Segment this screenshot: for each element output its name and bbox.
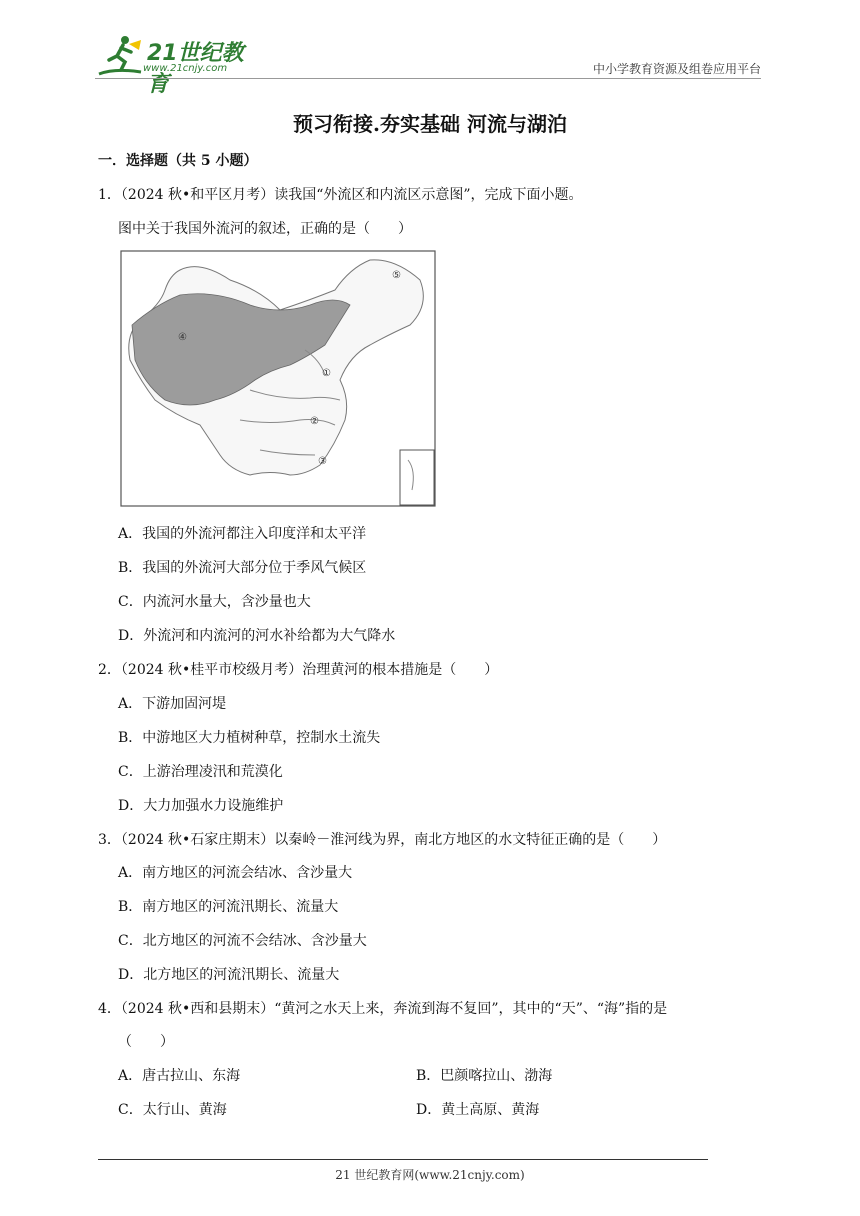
header-platform-text: 中小学教育资源及组卷应用平台	[592, 62, 761, 76]
page-title: 预习衔接.夯实基础 河流与湖泊	[293, 112, 567, 136]
logo-url: www.21cnjy.com	[143, 63, 228, 74]
china-river-map	[120, 250, 436, 507]
logo-text: 21世纪教育	[147, 41, 244, 97]
q3-option-c: C．北方地区的河流不会结冰、含沙量大	[118, 933, 367, 949]
q2-option-a: A．下游加固河堤	[118, 696, 227, 712]
q4-option-c: C．太行山、黄海	[118, 1102, 227, 1118]
q3-option-b: B．南方地区的河流汛期长、流量大	[118, 899, 339, 915]
q3-option-a: A．南方地区的河流会结冰、含沙量大	[118, 865, 353, 881]
q4-option-b: B．巴颜喀拉山、渤海	[416, 1068, 553, 1084]
section-heading: 一．选择题（共 5 小题）	[98, 153, 258, 169]
question-2-stem: 2．（2024 秋•桂平市校级月考）治理黄河的根本措施是（ ）	[98, 662, 499, 678]
q1-option-b: B．我国的外流河大部分位于季风气候区	[118, 560, 367, 576]
map-label-3: ③	[318, 456, 327, 467]
q1-option-d: D．外流河和内流河的河水补给都为大气降水	[118, 628, 396, 644]
map-label-5: ⑤	[392, 270, 401, 281]
question-4-stem: 4．（2024 秋•西和县期末）“黄河之水天上来，奔流到海不复回”，其中的“天”、“海”指的是	[98, 1001, 668, 1017]
question-1-stem: 1．（2024 秋•和平区月考）读我国“外流区和内流区示意图”，完成下面小题。	[98, 187, 583, 203]
page-footer: 21 世纪教育网(www.21cnjy.com)	[335, 1168, 525, 1182]
page-header	[95, 34, 761, 97]
map-label-4: ④	[178, 332, 187, 343]
footer-divider	[98, 1159, 708, 1160]
q2-option-c: C．上游治理凌汛和荒漠化	[118, 764, 283, 780]
q4-option-d: D．黄土高原、黄海	[416, 1102, 540, 1118]
q2-option-d: D．大力加强水力设施维护	[118, 798, 284, 814]
header-divider	[95, 78, 761, 79]
q1-option-a: A．我国的外流河都注入印度洋和太平洋	[118, 526, 367, 542]
site-logo	[95, 34, 265, 97]
question-4-stem-cont: （ ）	[118, 1034, 174, 1050]
q1-option-c: C．内流河水量大，含沙量也大	[118, 594, 311, 610]
q3-option-d: D．北方地区的河流汛期长、流量大	[118, 967, 340, 983]
map-label-2: ②	[310, 416, 319, 427]
question-1-sub: 图中关于我国外流河的叙述，正确的是（ ）	[118, 221, 412, 237]
question-3-stem: 3．（2024 秋•石家庄期末）以秦岭－淮河线为界，南北方地区的水文特征正确的是（ ）	[98, 832, 667, 848]
map-label-1: ①	[322, 368, 331, 379]
q4-option-a: A．唐古拉山、东海	[118, 1068, 241, 1084]
q2-option-b: B．中游地区大力植树种草，控制水土流失	[118, 730, 381, 746]
